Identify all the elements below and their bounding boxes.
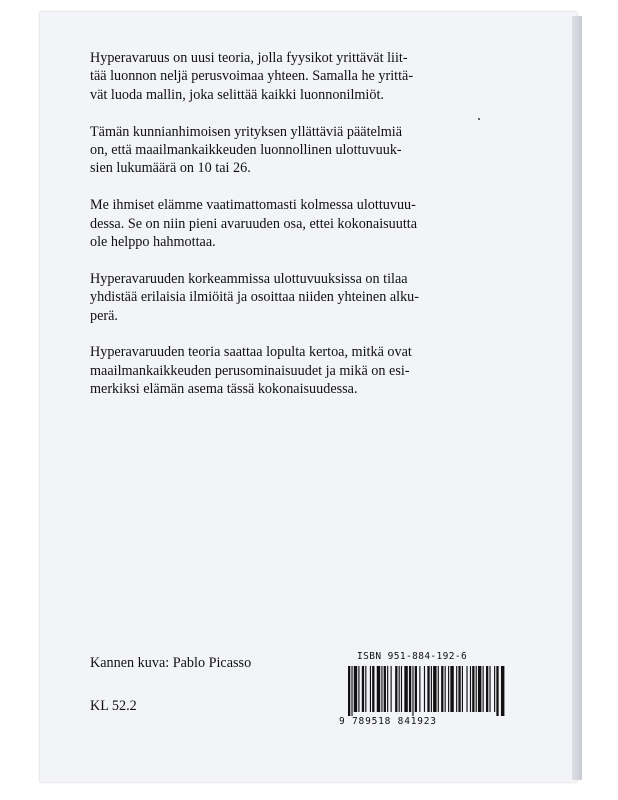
text-line: merkiksi elämän asema tässä kokonaisuudessa.: [90, 381, 358, 398]
text-line: ole helppo hahmottaa.: [90, 234, 216, 251]
barcode-bar: [441, 666, 443, 712]
barcode-bar: [404, 666, 407, 712]
barcode-bar: [412, 666, 413, 716]
barcode-bar: [370, 666, 371, 712]
barcode-bar: [483, 666, 484, 712]
text-line: Me ihmiset elämme vaatimattomasti kolmessa ulottuvuu-: [90, 197, 416, 214]
barcode-bar: [415, 666, 417, 712]
text-line: maailmankaikkeuden perusominaisuudet ja mikä on esi-: [90, 362, 410, 379]
barcode-bar: [401, 666, 402, 712]
barcode-bar: [466, 666, 467, 712]
barcode-bar: [424, 666, 425, 712]
barcode-bar: [472, 666, 474, 712]
text-line: sien lukumäärä on 10 tai 26.: [90, 160, 251, 177]
text-line: Hyperavaruuden teoria saattaa lopulta kertoa, mitkä ovat: [90, 344, 412, 361]
blurb-paragraph-1: [90, 49, 490, 104]
blurb-paragraph-5: [90, 343, 490, 398]
blurb-text: [90, 49, 490, 417]
barcode-bar: [391, 666, 392, 712]
barcode-bar: [362, 666, 364, 712]
barcode-bar: [496, 666, 498, 716]
text-line: Hyperavaruuden korkeammissa ulottuvuuksissa on tilaa: [90, 270, 408, 287]
library-classification: KL 52.2: [90, 698, 137, 714]
barcode-bar: [448, 666, 449, 712]
barcode-bar: [476, 666, 477, 712]
text-line: on, että maailmankaikkeuden luonnollinen ulottuvuuk-: [90, 142, 402, 159]
barcode-bar: [372, 666, 374, 712]
barcode-bar: [365, 666, 366, 712]
barcode-bar: [433, 666, 436, 712]
barcode-bar: [489, 666, 490, 712]
blurb-paragraph-2: [90, 123, 490, 178]
barcode-bar: [354, 666, 357, 712]
barcode-bars: [338, 664, 510, 716]
text-line: tää luonnon neljä perusvoimaa yhteen. Samalla he yrittä-: [90, 68, 414, 85]
ean-number: 9 789518 841923: [339, 716, 437, 727]
blurb-paragraph-4: [90, 270, 490, 325]
text-line: yhdistää erilaisia ilmiöitä ja osoittaa niiden yhteinen alku-: [90, 289, 419, 306]
barcode-bar: [409, 666, 411, 712]
barcode-bar: [450, 666, 453, 712]
barcode-bar: [486, 666, 488, 712]
barcode-bar: [348, 666, 350, 716]
barcode-bar: [458, 666, 460, 712]
barcode-bar: [419, 666, 420, 712]
barcode-bar: [438, 666, 439, 712]
barcode-bar: [462, 666, 463, 712]
barcode: [338, 664, 510, 716]
barcode-bar: [494, 666, 495, 712]
book-spine-edge: [572, 16, 582, 780]
barcode-bar: [431, 666, 432, 712]
barcode-bar: [377, 666, 380, 712]
barcode-bar: [427, 666, 429, 712]
barcode-bar: [478, 666, 481, 712]
barcode-bar: [445, 666, 446, 712]
barcode-bar: [358, 666, 359, 712]
text-line: Tämän kunnianhimoisen yrityksen yllättäviä päätelmiä: [90, 123, 403, 140]
barcode-bar: [381, 666, 382, 712]
text-line: Hyperavaruus on uusi teoria, jolla fyysikot yrittävät liit-: [90, 50, 408, 66]
isbn-label: ISBN 951-884-192-6: [357, 651, 468, 662]
barcode-bar: [387, 666, 388, 712]
blurb-paragraph-3: [90, 196, 490, 251]
barcode-bar: [399, 666, 400, 712]
barcode-bar: [384, 666, 386, 712]
text-line: dessa. Se on niin pieni avaruuden osa, ettei kokonaisuutta: [90, 215, 418, 232]
text-line: perä.: [90, 307, 118, 324]
text-line: vät luoda mallin, joka selittää kaikki luonnonilmiöt.: [90, 86, 384, 103]
barcode-bar: [456, 666, 457, 712]
print-speck: [478, 118, 480, 120]
cover-credit: Kannen kuva: Pablo Picasso: [90, 655, 252, 671]
barcode-bar: [470, 666, 471, 712]
barcode-bar: [501, 666, 504, 716]
barcode-bar: [395, 666, 397, 712]
barcode-bar: [351, 666, 352, 716]
